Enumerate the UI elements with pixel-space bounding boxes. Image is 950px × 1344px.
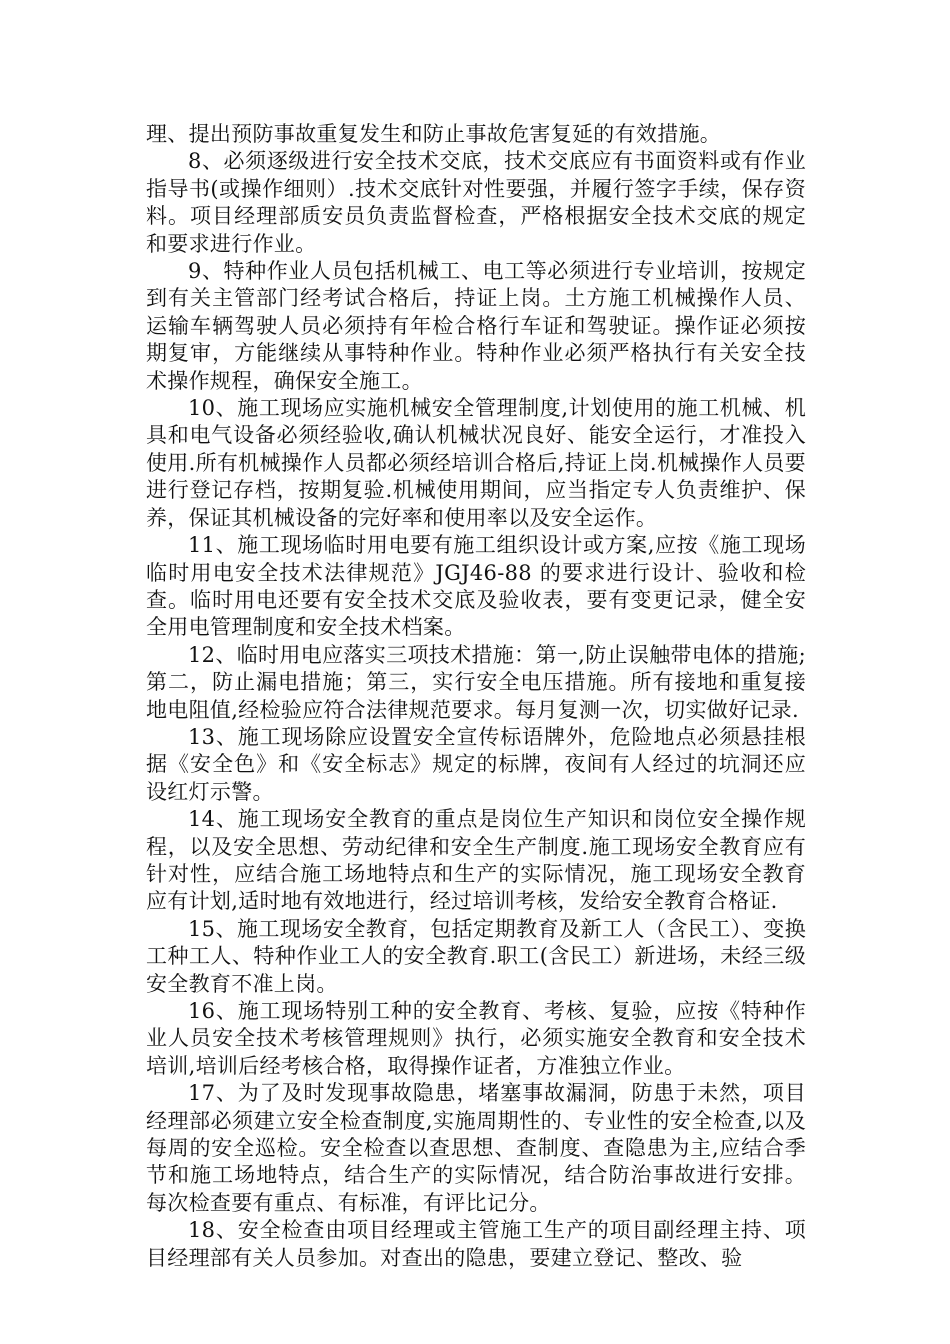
paragraph-item-8: 8、必须逐级进行安全技术交底，技术交底应有书面资料或有作业指导书(或操作细则）.技术交底针对性要强，并履行签字手续，保存资料。项目经理部质安员负责监督检查，严格根据安全技术交底的规定和要求进行作业。 <box>146 149 806 256</box>
paragraph-continuation: 理、提出预防事故重复发生和防止事故危害复延的有效措施。 <box>146 122 722 146</box>
document-body <box>146 121 806 1272</box>
paragraph-item-18: 18、安全检查由项目经理或主管施工生产的项目副经理主持、项目经理部有关人员参加。对查出的隐患，要建立登记、整改、验 <box>146 1218 806 1270</box>
paragraph-item-13: 13、施工现场除应设置安全宣传标语牌外，危险地点必须悬挂根据《安全色》和《安全标志》规定的标牌，夜间有人经过的坑洞还应设红灯示警。 <box>146 724 806 804</box>
paragraph-item-12: 12、临时用电应落实三项技术措施：第一,防止误触带电体的措施;第二，防止漏电措施；第三，实行安全电压措施。所有接地和重复接地电阻值,经检验应符合法律规范要求。每月复测一次，切实做好记录. <box>146 642 806 722</box>
paragraph-item-11: 11、施工现场临时用电要有施工组织设计或方案,应按《施工现场临时用电安全技术法律规范》JGJ46-88 的要求进行设计、验收和检查。临时用电还要有安全技术交底及验收表，要有变更记录，健全安全用电管理制度和安全技术档案。 <box>146 533 806 640</box>
paragraph-item-10: 10、施工现场应实施机械安全管理制度,计划使用的施工机械、机具和电气设备必须经验收,确认机械状况良好、能安全运行，才准投入使用.所有机械操作人员都必须经培训合格后,持证上岗.机械操作人员要进行登记存档，按期复验.机械使用期间，应当指定专人负责维护、保养，保证其机械设备的完好率和使用率以及安全运作。 <box>146 396 806 530</box>
paragraph-item-9: 9、特种作业人员包括机械工、电工等必须进行专业培训，按规定到有关主管部门经考试合格后，持证上岗。土方施工机械操作人员、运输车辆驾驶人员必须持有年检合格行车证和驾驶证。操作证必须按期复审，方能继续从事特种作业。特种作业必须严格执行有关安全技术操作规程，确保安全施工。 <box>146 259 806 393</box>
paragraph-item-16: 16、施工现场特别工种的安全教育、考核、复验，应按《特种作业人员安全技术考核管理规则》执行，必须实施安全教育和安全技术培训,培训后经考核合格，取得操作证者，方准独立作业。 <box>146 999 806 1078</box>
paragraph-item-17: 17、为了及时发现事故隐患，堵塞事故漏洞，防患于未然，项目经理部必须建立安全检查制度,实施周期性的、专业性的安全检查,以及每周的安全巡检。安全检查以查思想、查制度、查隐患为主,应结合季节和施工场地特点，结合生产的实际情况，结合防治事故进行安排。每次检查要有重点、有标准，有评比记分。 <box>146 1081 806 1215</box>
paragraph-item-14: 14、施工现场安全教育的重点是岗位生产知识和岗位安全操作规程，以及安全思想、劳动纪律和安全生产制度.施工现场安全教育应有针对性，应结合施工场地特点和生产的实际情况，施工现场安全教育应有计划,适时地有效地进行，经过培训考核，发给安全教育合格证. <box>146 807 806 914</box>
paragraph-item-15: 15、施工现场安全教育，包括定期教育及新工人（含民工）、变换工种工人、特种作业工人的安全教育.职工(含民工）新进场，未经三级安全教育不准上岗。 <box>146 916 806 996</box>
